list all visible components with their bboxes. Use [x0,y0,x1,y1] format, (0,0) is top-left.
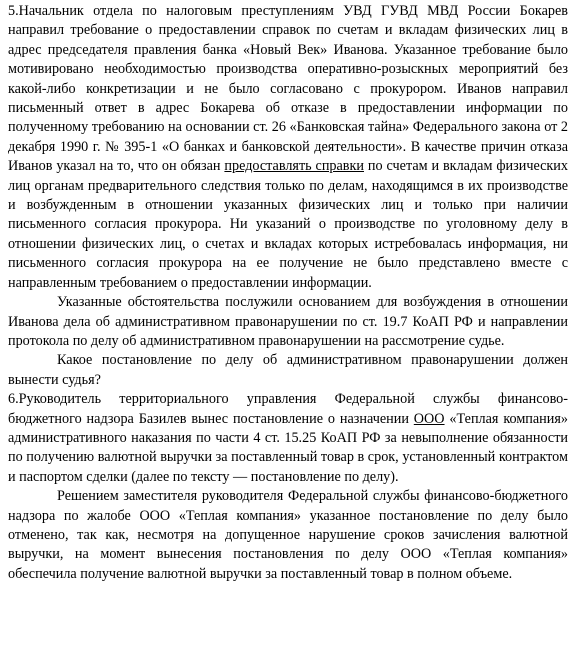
task-5-text-part-1: 5.Начальник отдела по налоговым преступлениям УВД ГУВД МВД России Бокарев направил требование о предоставлении справок по счетам и вкладам физических лиц в адрес председателя правления банка «Новый Век» Иванова. Указанное требование было мотивировано необходимостью производства оперативно-розыскных мероприятий без какой-либо конкретизации и не было согласовано с прокурором. Иванов направил письменный ответ в адрес Бокарева об отказе в предоставлении информации по полученному требованию на основании ст. 26 «Банковская тайна» Федерального закона от 2 декабря 1990 г. № 395-1 «О банках и банковской деятельности». В качестве причин отказа Иванов указал на то, что он обязан [8,3,568,175]
task-5-paragraph-2: Указанные обстоятельства послужили основанием для возбуждения в отношении Иванова дела об административном правонарушении по ст. 19.7 КоАП РФ и направлении протокола по делу об административном правонарушении на рассмотрение судье. [8,294,568,349]
task-6-text-part-1: 6.Руководитель территориального управления Федеральной службы финансово-бюджетного надзора Базилев вынес постановление о назначении [8,391,568,427]
task-5-text-part-2: по счетам и вкладам физических лиц органам предварительного следствия только по делам, находящимся в их производстве и возбужденным в отношении указанных физических лиц и только при наличии письменного согласия прокурора. Ни указаний о производстве по уголовному делу в отношении физических лиц, о счетах и вкладах которых истребовалась информация, ни письменного согласия прокурора на ее получение не было представлено вместе с направленным требованием о предоставлении информации. [8,158,568,291]
task-5-question: Какое постановление по делу об административном правонарушении должен вынести судья? [8,352,568,388]
task-6-underlined-word: ООО [413,410,445,427]
task-6-paragraph-2: Решением заместителя руководителя Федеральной службы финансово-бюджетного надзора по жалобе ООО «Теплая компания» указанное постановление по делу было отменено, так как, несмотря на допущенное нарушение сроков зачисления валютной выручки, на момент вынесения постановления по делу ООО «Теплая компания» обеспечила получение валютной выручки за поставленный товар в полном объеме. [8,488,568,582]
task-6-text-part-2: «Теплая компания» административного наказания по части 4 ст. 15.25 КоАП РФ за невыполнение обязанности по получению валютной выручки за поставленный товар в срок, установленный контрактом и паспортом сделки (далее по тексту — постановление по делу). [8,410,568,485]
task-5-paragraph-1 [8,2,568,293]
task-6-paragraph-1 [8,390,568,487]
task-5-underlined-phrase: предоставлять справки [224,158,364,175]
